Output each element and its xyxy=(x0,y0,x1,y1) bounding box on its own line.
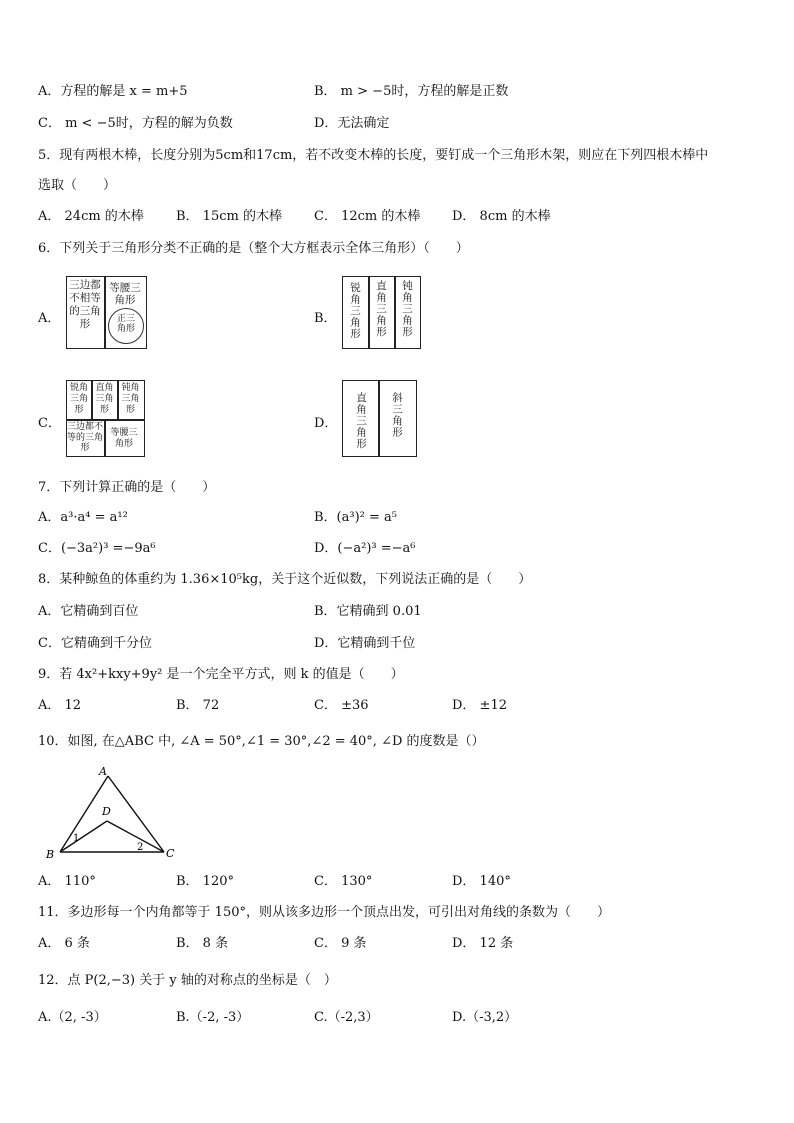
q6-label-a: A． xyxy=(38,311,61,326)
q4-option-c: C． m < −5时，方程的解为负数 xyxy=(38,116,233,131)
q12-stem: 12．点 P(2,−3) 关于 y 轴的对称点的坐标是（ ） xyxy=(38,973,337,988)
q9-option-d: D． ±12 xyxy=(452,698,507,713)
q9-option-b: B． 72 xyxy=(176,698,220,713)
q6-figc-isosceles: 等腰三角形 xyxy=(110,428,138,449)
q4-option-a: A．方程的解是 x = m+5 xyxy=(38,84,188,99)
q6-label-b: B． xyxy=(314,311,337,326)
q6-stem: 6．下列关于三角形分类不正确的是（整个大方框表示全体三角形）（ ） xyxy=(38,241,469,256)
q9-stem: 9．若 4x²+kxy+9y² 是一个完全平方式，则 k 的值是（ ） xyxy=(38,667,404,682)
q8-option-b: B．它精确到 0.01 xyxy=(314,604,422,619)
q6-figb-right: 直角三角形 xyxy=(375,280,387,338)
q10-triangle-figure xyxy=(40,764,190,864)
q10-angle-2: 2 xyxy=(137,842,144,853)
q6-figa-left-label: 三边都不相等的三角形 xyxy=(69,279,101,330)
q10-vertex-c: C xyxy=(166,847,175,860)
q7-option-a: A．a³·a⁴ = a¹² xyxy=(38,510,128,525)
q6-figure-d xyxy=(342,380,418,458)
q10-stem: 10．如图, 在△ABC 中, ∠A = 50°,∠1 = 30°,∠2 = 40°, ∠D 的度数是（） xyxy=(38,734,485,749)
q8-stem: 8．某种鲸鱼的体重约为 1.36×10⁵kg，关于这个近似数，下列说法正确的是（ ） xyxy=(38,572,532,587)
q7-option-d: D．(−a²)³ =−a⁶ xyxy=(314,541,416,556)
q10-option-c: C． 130° xyxy=(314,874,373,889)
q10-option-b: B． 120° xyxy=(176,874,234,889)
q6-figa-top-label: 等腰三角形 xyxy=(109,282,141,306)
q7-stem: 7．下列计算正确的是（ ） xyxy=(38,480,216,495)
q11-option-a: A． 6 条 xyxy=(38,936,90,951)
q7-option-b: B．(a³)² = a⁵ xyxy=(314,510,397,525)
q6-figb-obtuse: 钝角三角形 xyxy=(401,280,413,338)
q6-label-c: C． xyxy=(38,416,61,431)
q6-figc-obtuse: 钝角三角形 xyxy=(121,383,140,415)
q5-option-c: C． 12cm 的木棒 xyxy=(314,209,421,224)
q11-option-d: D． 12 条 xyxy=(452,936,514,951)
q10-side-ab xyxy=(60,776,108,852)
q12-option-b: B.（-2, -3） xyxy=(176,1010,250,1025)
q6-figc-scalene: 三边都不等的三角形 xyxy=(67,422,104,453)
q5-option-d: D． 8cm 的木棒 xyxy=(452,209,551,224)
q10-vertex-a: A xyxy=(99,765,107,778)
q10-segment-cd xyxy=(107,821,164,852)
q6-label-d: D． xyxy=(314,416,338,431)
q6-figd-oblique: 斜三角形 xyxy=(391,392,403,438)
q8-option-d: D．它精确到千位 xyxy=(314,636,416,651)
q12-option-a: A.（2, -3） xyxy=(38,1010,107,1025)
q12-option-d: D.（-3,2） xyxy=(452,1010,518,1025)
q9-option-a: A． 12 xyxy=(38,698,82,713)
q8-option-c: C．它精确到千分位 xyxy=(38,636,152,651)
q10-angle-1: 1 xyxy=(73,833,80,844)
q5-option-a: A． 24cm 的木棒 xyxy=(38,209,144,224)
q12-option-c: C.（-2,3） xyxy=(314,1010,379,1025)
q10-option-a: A． 110° xyxy=(38,874,96,889)
q6-figc-right: 直角三角形 xyxy=(95,383,114,415)
q10-vertex-d: D xyxy=(102,805,111,818)
q6-figd-right: 直角三角形 xyxy=(355,392,367,450)
q11-stem: 11．多边形每一个内角都等于 150°，则从该多边形一个顶点出发，可引出对角线的条数为（ ） xyxy=(38,905,610,920)
q5-option-b: B． 15cm 的木棒 xyxy=(176,209,282,224)
q11-option-c: C． 9 条 xyxy=(314,936,367,951)
q10-side-ac xyxy=(108,776,164,852)
q9-option-c: C． ±36 xyxy=(314,698,369,713)
q10-segment-bd xyxy=(60,821,107,852)
q8-option-a: A．它精确到百位 xyxy=(38,604,139,619)
q6-figure-c xyxy=(66,380,146,458)
q6-figc-acute: 锐角三角形 xyxy=(69,383,88,415)
q10-vertex-b: B xyxy=(46,848,55,861)
q4-option-d: D．无法确定 xyxy=(314,116,390,131)
q10-option-d: D． 140° xyxy=(452,874,511,889)
q6-figb-acute: 锐角三角形 xyxy=(349,282,361,340)
q4-option-b: B． m > −5时，方程的解是正数 xyxy=(314,84,509,99)
q5-stem-line1: 5．现有两根木棒，长度分别为5cm和17cm，若不改变木棒的长度，要钉成一个三角形木架，则应在下列四根木棒中 xyxy=(38,148,709,163)
q7-option-c: C．(−3a²)³ =−9a⁶ xyxy=(38,541,156,556)
q11-option-b: B． 8 条 xyxy=(176,936,229,951)
q6-figure-b xyxy=(342,276,422,350)
q6-figure-a xyxy=(66,276,148,350)
q6-figa-inner-label: 正三角形 xyxy=(116,314,135,334)
q5-stem-line2: 选取（ ） xyxy=(38,178,117,193)
